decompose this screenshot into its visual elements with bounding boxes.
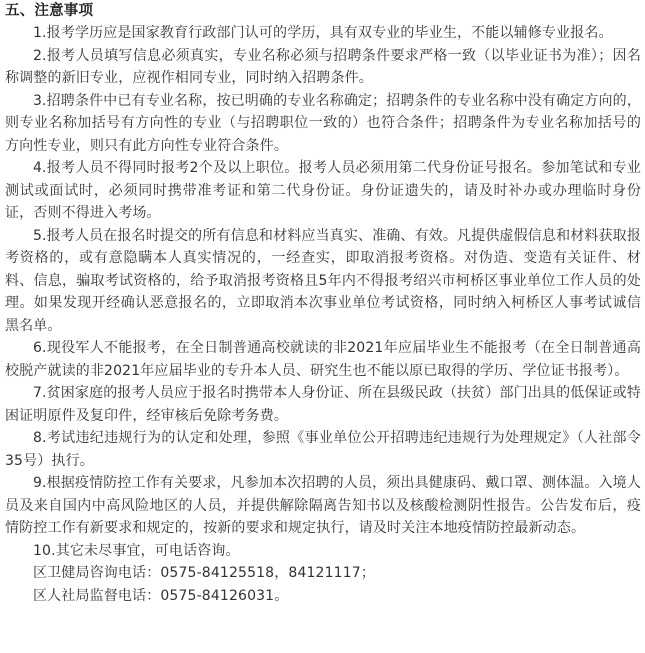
notice-item-5: 5.报考人员在报名时提交的所有信息和材料应当真实、准确、有效。凡提供虚假信息和材料获取报考资格的，或有意隐瞒本人真实情况的，一经查实，即取消报考资格。对伪造、变造有关证件、材料、信息，骗取考试资格的，给予取消报考资格且5年内不得报考绍兴市柯桥区事业单位工作人员的处理。如果发现开经确认恶意报名的，立即取消本次事业单位考试资格，同时纳入柯桥区人事考试诚信黑名单。 bbox=[5, 227, 641, 334]
notice-item-10: 10.其它未尽事宜，可电话咨询。 bbox=[33, 542, 240, 559]
notice-item-8: 8.考试违纪违规行为的认定和处理，参照《事业单位公开招聘违纪违规行为处理规定》（人社部令35号）执行。 bbox=[5, 430, 641, 469]
notice-item-6: 6.现役军人不能报考，在全日制普通高校就读的非2021年应届毕业生不能报考（在全日制普通高校脱产就读的非2021年应届毕业的专升本人员、研究生也不能以原已取得的学历、学位证书报考）。 bbox=[5, 340, 641, 379]
notice-item-4: 4.报考人员不得同时报考2个及以上职位。报考人员必须用第二代身份证号报名。参加笔试和专业测试或面试时，必须同时携带准考证和第二代身份证。身份证遗失的，请及时补办或办理临时身份证，否则不得进入考场。 bbox=[5, 160, 641, 221]
notice-item-2: 2.报考人员填写信息必须真实，专业名称必须与招聘条件要求严格一致（以毕业证书为准）；因名称调整的新旧专业，应视作相同专业，同时纳入招聘条件。 bbox=[5, 47, 641, 86]
health-bureau-phone: 区卫健局咨询电话：0575-84125518，84121117； bbox=[33, 565, 375, 581]
notice-item-1: 1.报考学历应是国家教育行政部门认可的学历，具有双专业的毕业生，不能以辅修专业报名。 bbox=[33, 25, 613, 41]
notice-item-3: 3.招聘条件中已有专业名称，按已明确的专业名称确定；招聘条件的专业名称中没有确定方向的，则专业名称加括号有方向性的专业（与招聘职位一致的）也符合条件；招聘条件为专业名称加括号的方向性专业，则只有此方向性专业符合条件。 bbox=[5, 92, 641, 154]
section-title: 五、注意事项 bbox=[5, 3, 94, 19]
notice-item-7: 7.贫困家庭的报考人员应于报名时携带本人身份证、所在县级民政（扶贫）部门出具的低保证或特困证明原件及复印件，经审核后免除考务费。 bbox=[5, 385, 641, 424]
notice-item-9: 9.根据疫情防控工作有关要求，凡参加本次招聘的人员，须出具健康码、戴口罩、测体温。入境人员及来自国内中高风险地区的人员，并提供解除隔离告知书以及核酸检测阴性报告。公告发布后，疫情防控工作有新要求和规定的，按新的要求和规定执行，请及时关注本地疫情防控最新动态。 bbox=[5, 475, 641, 536]
hr-bureau-phone: 区人社局监督电话：0575-84126031。 bbox=[33, 587, 289, 604]
